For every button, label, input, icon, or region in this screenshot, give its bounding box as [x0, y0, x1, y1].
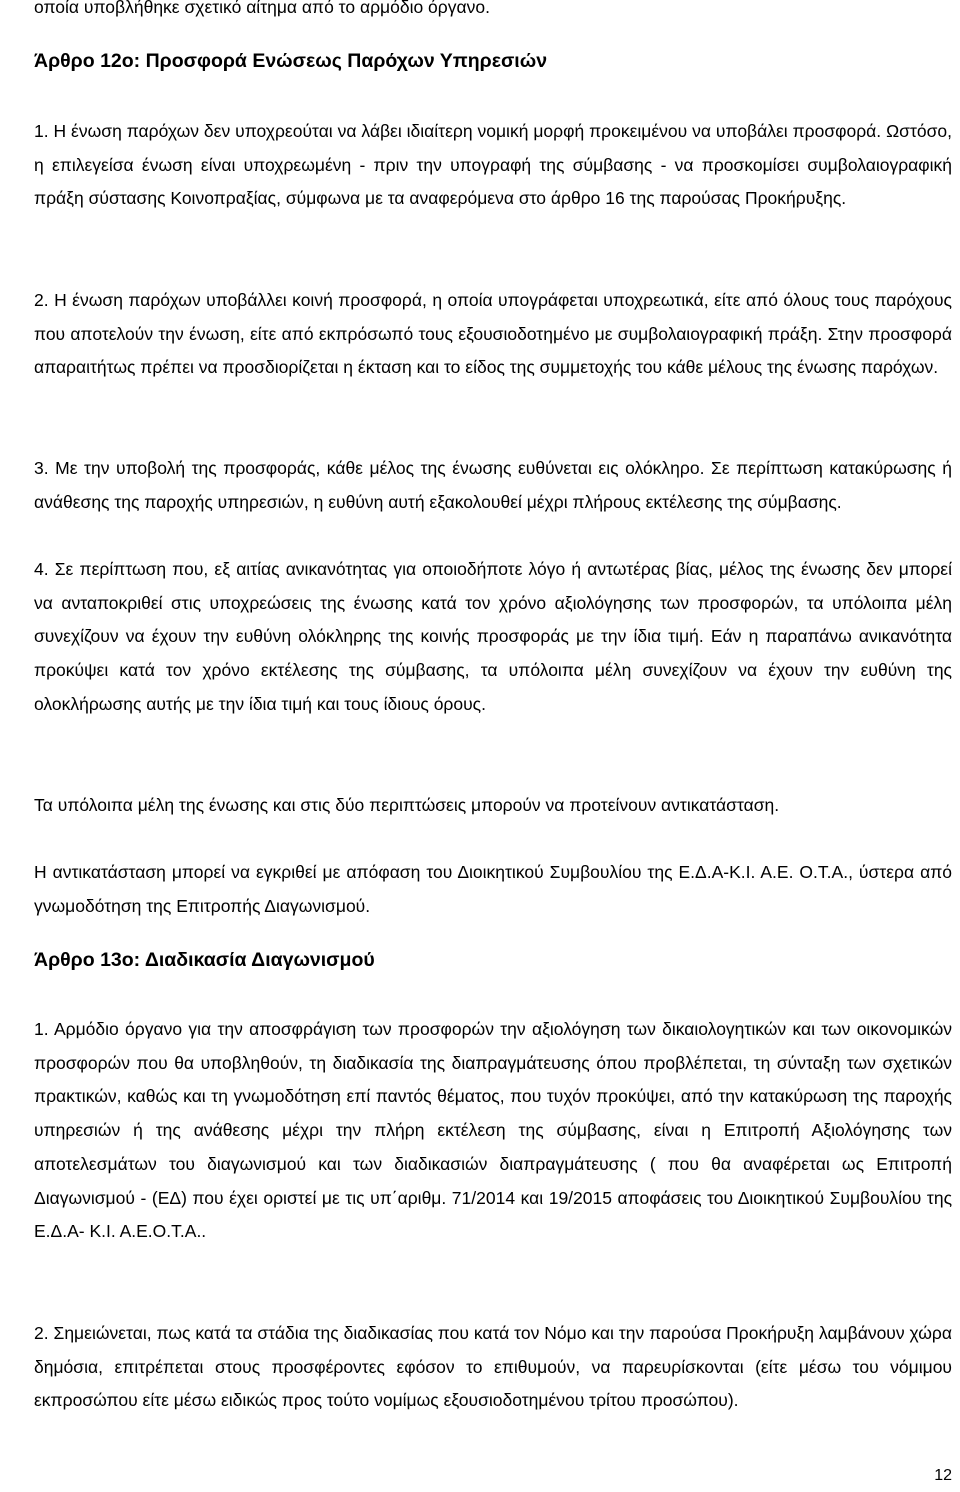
article-13-heading: Άρθρο 13ο: Διαδικασία Διαγωνισμού [34, 949, 375, 971]
article-12-heading: Άρθρο 12ο: Προσφορά Ενώσεως Παρόχων Υπηρεσιών [34, 50, 548, 72]
article-12-paragraph-2: 2. Η ένωση παρόχων υποβάλλει κοινή προσφορά, η οποία υπογράφεται υποχρεωτικά, είτε από όλους τους παρόχους που αποτελούν την ένωση, είτε από εκπρόσωπό τους εξουσιοδοτημένο με συμβολαιογραφική πράξη. Στην προσφορά απαραιτήτως πρέπει να προσδιορίζεται η έκταση και το είδος της συμμετοχής του κάθε μέλους της ένωσης παρόχων. [34, 290, 952, 378]
article-12-paragraph-3: 3. Με την υποβολή της προσφοράς, κάθε μέλος της ένωσης ευθύνεται εις ολόκληρο. Σε περίπτωση κατακύρωσης ή ανάθεσης της παροχής υπηρεσιών, η ευθύνη αυτή εξακολουθεί μέχρι πλήρους εκτέλεσης της σύμβασης. [34, 458, 952, 512]
article-12-paragraph-4: 4. Σε περίπτωση που, εξ αιτίας ανικανότητας για οποιοδήποτε λόγο ή αντωτέρας βίας, μέλος της ένωσης δεν μπορεί να ανταποκριθεί στις υποχρεώσεις της ένωσης κατά τον χρόνο αξιολόγησης των προσφορών, τα υπόλοιπα μέλη συνεχίζουν να έχουν την ευθύνη ολόκληρης της κοινής προσφοράς με την ίδια τιμή. Εάν η παραπάνω ανικανότητα προκύψει κατά τον χρόνο εκτέλεσης της σύμβασης, τα υπόλοιπα μέλη συνεχίζουν να έχουν την ευθύνη της ολοκλήρωσης αυτής με την ίδια τιμή και τους ίδιους όρους. [34, 559, 952, 714]
article-12-paragraph-6: Η αντικατάσταση μπορεί να εγκριθεί με απόφαση του Διοικητικού Συμβουλίου της Ε.Δ.Α-Κ.Ι. Α.Ε. Ο.Τ.Α., ύστερα από γνωμοδότηση της Επιτροπής Διαγωνισμού. [34, 862, 952, 916]
continuation-text: οποία υποβλήθηκε σχετικό αίτημα από το αρμόδιο όργανο. [34, 0, 490, 17]
article-12-paragraph-1: 1. Η ένωση παρόχων δεν υποχρεούται να λάβει ιδιαίτερη νομική μορφή προκειμένου να υποβάλει προσφορά. Ωστόσο, η επιλεγείσα ένωση είναι υποχρεωμένη - πριν την υπογραφή της σύμβασης - να προσκομίσει συμβολαιογραφική πράξη σύστασης Κοινοπραξίας, σύμφωνα με τα αναφερόμενα στο άρθρο 16 της παρούσας Προκήρυξης. [34, 121, 952, 209]
article-13-paragraph-1: 1. Αρμόδιο όργανο για την αποσφράγιση των προσφορών την αξιολόγηση των δικαιολογητικών και των οικονομικών προσφορών που θα υποβληθούν, τη διαδικασία της διαπραγμάτευσης όπου προβλέπεται, τη σύνταξη των σχετικών πρακτικών, καθώς και τη γνωμοδότηση επί παντός θέματος, που τυχόν προκύψει, από την κατακύρωση της παροχής υπηρεσιών ή της ανάθεσης μέχρι την πλήρη εκτέλεση της σύμβασης, είναι η Επιτροπή Αξιολόγησης των αποτελεσμάτων του διαγωνισμού και των διαδικασιών διαπραγμάτευσης ( που θα αναφέρεται ως Επιτροπή Διαγωνισμού - (ΕΔ) που έχει οριστεί με τις υπ΄αριθμ. 71/2014 και 19/2015 αποφάσεις του Διοικητικού Συμβουλίου της Ε.Δ.Α- Κ.Ι. Α.Ε.Ο.Τ.Α.. [34, 1019, 952, 1242]
page-number: 12 [934, 1467, 952, 1484]
article-12-paragraph-5: Τα υπόλοιπα μέλη της ένωσης και στις δύο περιπτώσεις μπορούν να προτείνουν αντικατάσταση. [34, 795, 780, 815]
article-13-paragraph-2: 2. Σημειώνεται, πως κατά τα στάδια της διαδικασίας που κατά τον Νόμο και την παρούσα Προκήρυξη λαμβάνουν χώρα δημόσια, επιτρέπεται στους προσφέροντες εφόσον το επιθυμούν, να παρευρίσκονται (είτε μέσω του νόμιμου εκπροσώπου είτε μέσω ειδικώς προς τούτο νομίμως εξουσιοδοτημένου τρίτου προσώπου). [34, 1323, 952, 1411]
